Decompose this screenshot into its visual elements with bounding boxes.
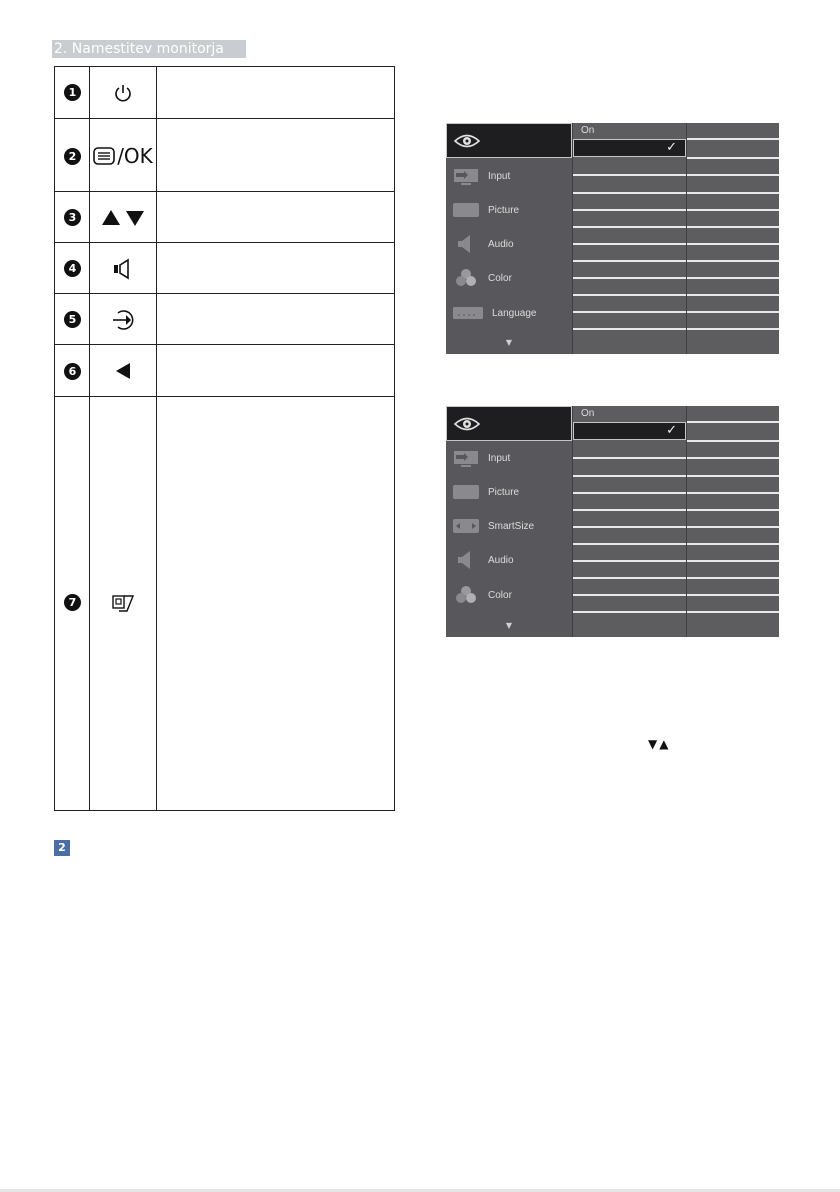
table-row xyxy=(55,67,394,118)
osd-item-eye[interactable] xyxy=(446,123,572,158)
volume-icon xyxy=(90,257,156,281)
scroll-down-icon[interactable]: ▼ xyxy=(505,338,513,347)
picture-icon xyxy=(452,483,480,501)
osd-menu-2 xyxy=(446,406,779,637)
table-row xyxy=(55,396,394,810)
osd-item-eye[interactable] xyxy=(446,406,572,441)
option-on[interactable]: On xyxy=(581,408,595,419)
option-selected[interactable] xyxy=(573,422,686,440)
table-row xyxy=(55,191,394,242)
color-icon xyxy=(452,585,480,605)
eye-icon xyxy=(453,132,481,150)
audio-icon xyxy=(452,234,480,254)
down-up-arrows-icon: ▼▲ xyxy=(648,737,671,751)
check-icon: ✓ xyxy=(666,140,677,155)
input-icon xyxy=(452,168,480,186)
number-badge: 2 xyxy=(64,148,81,165)
osd-item-audio[interactable]: Audio xyxy=(446,228,572,260)
audio-icon xyxy=(452,550,480,570)
menu-ok-icon xyxy=(90,143,156,169)
osd-item-input[interactable]: Input xyxy=(446,161,572,192)
table-row xyxy=(55,293,394,344)
osd-item-color[interactable]: Color xyxy=(446,262,572,294)
table-row xyxy=(55,344,394,396)
table-row xyxy=(55,118,394,191)
osd-item-input[interactable]: Input xyxy=(446,443,572,474)
smartsize-icon xyxy=(452,517,480,535)
osd-item-audio[interactable]: Audio xyxy=(446,544,572,576)
input-icon xyxy=(452,450,480,468)
color-icon xyxy=(452,268,480,288)
osd-item-smartsize[interactable]: SmartSize xyxy=(446,510,572,542)
scroll-down-icon[interactable]: ▼ xyxy=(505,621,513,630)
back-arrow-icon xyxy=(90,360,156,382)
picture-icon xyxy=(452,201,480,219)
osd-item-color[interactable]: Color xyxy=(446,578,572,612)
osd-values xyxy=(687,123,779,354)
number-badge: 5 xyxy=(64,311,81,328)
language-icon xyxy=(452,305,484,321)
option-selected[interactable] xyxy=(573,139,686,157)
input-icon xyxy=(90,308,156,332)
option-on[interactable]: On xyxy=(581,125,595,136)
power-icon xyxy=(90,82,156,104)
controls-table xyxy=(54,66,395,811)
number-badge: 7 xyxy=(64,594,81,611)
number-badge: 1 xyxy=(64,84,81,101)
number-badge: 6 xyxy=(64,363,81,380)
subsection-marker: 2 xyxy=(54,840,70,856)
osd-menu-1 xyxy=(446,123,779,354)
osd-item-picture[interactable]: Picture xyxy=(446,476,572,508)
osd-sidebar xyxy=(446,406,572,637)
section-title: 2. Namestitev monitorja xyxy=(52,40,246,58)
table-row xyxy=(55,242,394,293)
osd-submenu xyxy=(573,406,686,637)
number-badge: 3 xyxy=(64,209,81,226)
osd-submenu xyxy=(573,123,686,354)
eye-icon xyxy=(453,415,481,433)
ok-label: /OK xyxy=(117,144,153,168)
osd-values xyxy=(687,406,779,637)
osd-item-language[interactable]: Language xyxy=(446,296,572,330)
check-icon: ✓ xyxy=(666,423,677,438)
number-badge: 4 xyxy=(64,260,81,277)
osd-item-picture[interactable]: Picture xyxy=(446,194,572,226)
osd-sidebar xyxy=(446,123,572,354)
smartimage-icon xyxy=(90,592,156,614)
up-down-arrows-icon xyxy=(90,207,156,229)
